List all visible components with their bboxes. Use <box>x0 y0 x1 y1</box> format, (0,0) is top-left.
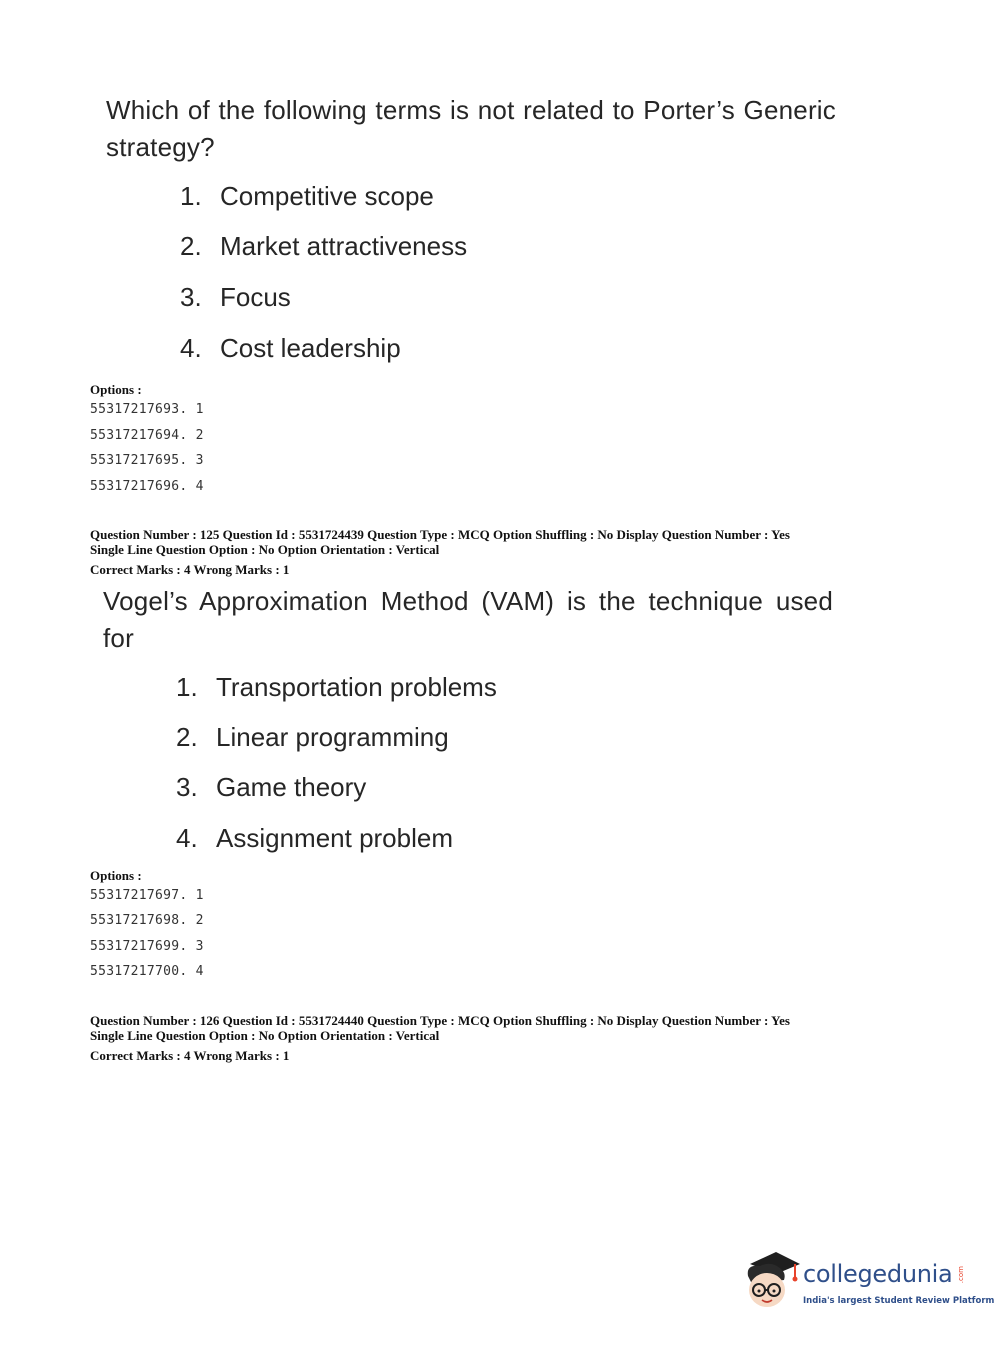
answer-choice <box>176 672 497 703</box>
question-meta-line: Question Number : 126 Question Id : 5531724440 Question Type : MCQ Option Shuffling : No Display Question Number : Yes <box>90 1013 790 1028</box>
logo-tagline: India's largest Student Review Platform <box>803 1296 995 1306</box>
option-id: 55317217697. 1 <box>90 888 204 903</box>
choice-text: Assignment problem <box>216 823 453 853</box>
question-meta-line: Single Line Question Option : No Option Orientation : Vertical <box>90 1028 440 1043</box>
choice-number: 2. <box>180 231 202 261</box>
choice-number: 2. <box>176 722 198 752</box>
answer-choice <box>176 772 366 803</box>
answer-choice <box>176 823 453 854</box>
option-id: 55317217693. 1 <box>90 402 204 417</box>
option-id: 55317217694. 2 <box>90 428 204 443</box>
question-meta <box>90 1013 910 1043</box>
answer-choice <box>176 722 449 753</box>
choice-number: 4. <box>176 823 198 853</box>
option-id: 55317217700. 4 <box>90 964 204 979</box>
choice-number: 4. <box>180 333 202 363</box>
choice-text: Focus <box>220 282 291 312</box>
choice-number: 3. <box>180 282 202 312</box>
option-id: 55317217699. 3 <box>90 939 204 954</box>
choice-text: Competitive scope <box>220 181 434 211</box>
options-label: Options : <box>90 868 142 883</box>
answer-choice <box>180 282 291 313</box>
mascot-icon <box>742 1250 802 1312</box>
choice-text: Cost leadership <box>220 333 401 363</box>
option-id: 55317217696. 4 <box>90 479 204 494</box>
question-meta-line: Question Number : 125 Question Id : 5531724439 Question Type : MCQ Option Shuffling : No Display Question Number : Yes <box>90 527 790 542</box>
options-label: Options : <box>90 382 142 397</box>
answer-choice <box>180 231 467 262</box>
question-text: Which of the following terms is not related to Porter’s Generic strategy? <box>106 95 836 162</box>
question-text: Vogel’s Approximation Method (VAM) is the technique used for <box>103 586 833 653</box>
logo-suffix: .com <box>957 1266 965 1284</box>
option-id: 55317217695. 3 <box>90 453 204 468</box>
question-meta-line: Single Line Question Option : No Option Orientation : Vertical <box>90 542 440 557</box>
choice-number: 1. <box>176 672 198 702</box>
choice-text: Game theory <box>216 772 367 802</box>
option-id: 55317217698. 2 <box>90 913 204 928</box>
answer-choice <box>180 181 434 212</box>
choice-text: Transportation problems <box>216 672 497 702</box>
collegedunia-logo <box>742 1250 995 1320</box>
question-meta <box>90 527 910 557</box>
answer-choice <box>180 333 401 364</box>
logo-wordmark: collegedunia <box>803 1260 953 1288</box>
choice-text: Market attractiveness <box>220 231 468 261</box>
choice-number: 1. <box>180 181 202 211</box>
choice-text: Linear programming <box>216 722 449 752</box>
question-marks: Correct Marks : 4 Wrong Marks : 1 <box>90 562 290 577</box>
choice-number: 3. <box>176 772 198 802</box>
question-marks: Correct Marks : 4 Wrong Marks : 1 <box>90 1048 290 1063</box>
